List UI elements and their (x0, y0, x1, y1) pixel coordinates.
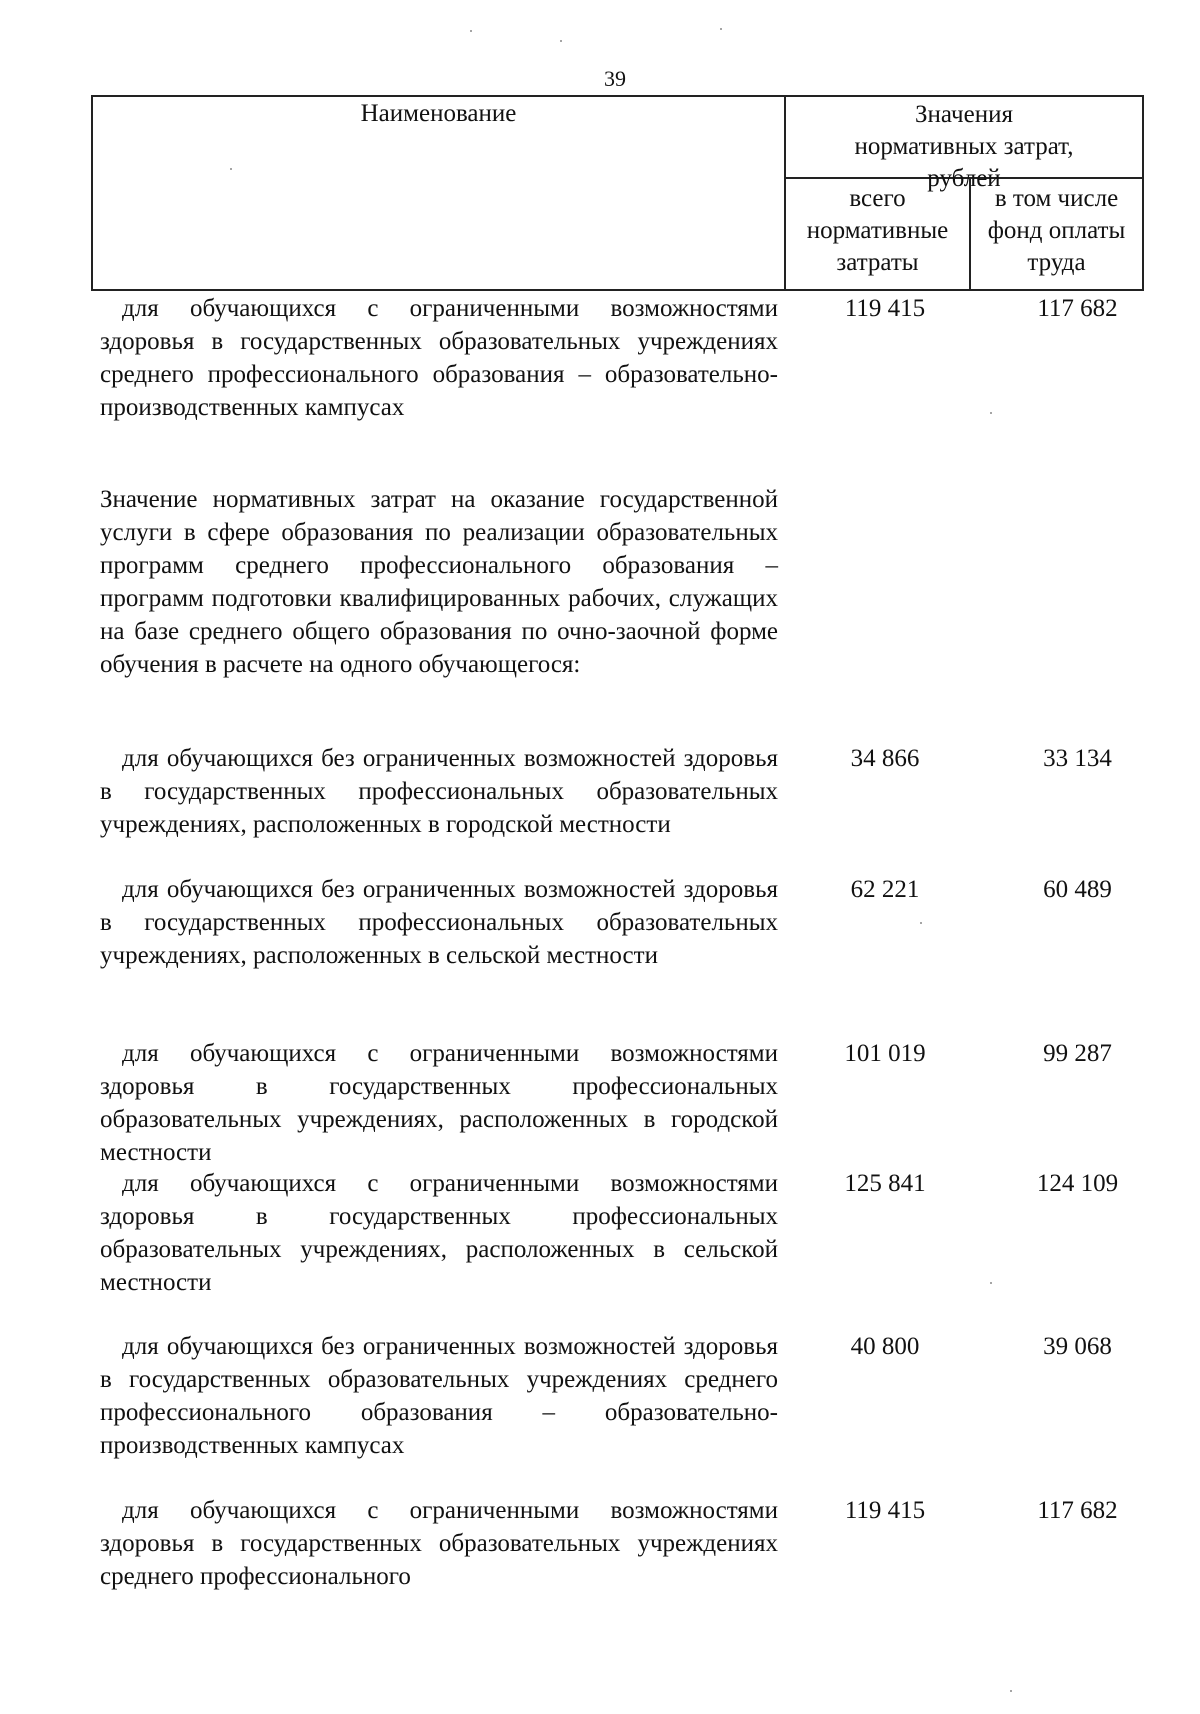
row-description: Значение нормативных затрат на оказание государственной услуги в сфере образования по реализации образовательных программ среднего профессионального образования – программ подготовки квалифицированных рабочих, служащих на базе среднего общего образования по очно-заочной форме обучения в расчете на одного обучающегося: (100, 486, 778, 678)
row-wage-fund-value: 117 682 (1037, 1497, 1118, 1524)
row-wage-fund-value: 60 489 (1043, 876, 1112, 903)
row-total-value: 119 415 (844, 1497, 926, 1524)
scan-speck (920, 922, 922, 924)
scan-speck (720, 28, 722, 30)
row-total-value: 40 800 (850, 1333, 920, 1360)
row-wage-fund-value: 99 287 (1043, 1040, 1112, 1067)
row-total-value: 119 415 (844, 295, 926, 322)
row-wage-fund-value: 39 068 (1043, 1333, 1112, 1360)
table-header (91, 95, 1144, 291)
row-description: для обучающихся без ограниченных возможностей здоровья в государственных профессиональных образовательных учреждениях, расположенных в сельской местности (100, 876, 778, 969)
row-description: для обучающихся с ограниченными возможностями здоровья в государственных профессиональных образовательных учреждениях, расположенных в городской местности (100, 1040, 778, 1166)
row-total-value: 125 841 (844, 1170, 926, 1197)
row-description: для обучающихся с ограниченными возможностями здоровья в государственных образовательных учреждениях среднего профессионального (100, 1497, 778, 1590)
row-wage-fund-value: 33 134 (1043, 745, 1112, 772)
header-name-column: Наименование (360, 100, 517, 127)
row-total-value: 34 866 (850, 745, 920, 772)
row-description: для обучающихся с ограниченными возможностями здоровья в государственных профессиональных образовательных учреждениях, расположенных в сельской местности (100, 1170, 778, 1296)
row-total-value: 62 221 (850, 876, 920, 903)
header-values-column: Значения нормативных затрат, рублей (854, 101, 1074, 192)
header-subcolumn-wage-fund: в том числе фонд оплаты труда (987, 185, 1126, 276)
scan-speck (1010, 1690, 1012, 1692)
row-wage-fund-value: 117 682 (1037, 295, 1118, 322)
scan-speck (230, 168, 232, 170)
row-total-value: 101 019 (844, 1040, 926, 1067)
scan-speck (990, 1282, 992, 1284)
row-description: для обучающихся без ограниченных возможностей здоровья в государственных образовательных учреждениях среднего профессионального образования – образовательно-производственных кампусах (100, 1333, 778, 1459)
row-description: для обучающихся без ограниченных возможностей здоровья в государственных профессиональных образовательных учреждениях, расположенных в городской местности (100, 745, 778, 838)
scan-speck (470, 30, 472, 32)
scan-speck (990, 412, 992, 414)
row-description: для обучающихся с ограниченными возможностями здоровья в государственных образовательных учреждениях среднего профессионального образования – образовательно-производственных кампусах (100, 295, 778, 421)
scan-speck (560, 40, 562, 42)
row-wage-fund-value: 124 109 (1036, 1170, 1119, 1197)
header-subcolumn-total: всего нормативные затраты (806, 185, 949, 276)
page-number: 39 (604, 66, 626, 91)
